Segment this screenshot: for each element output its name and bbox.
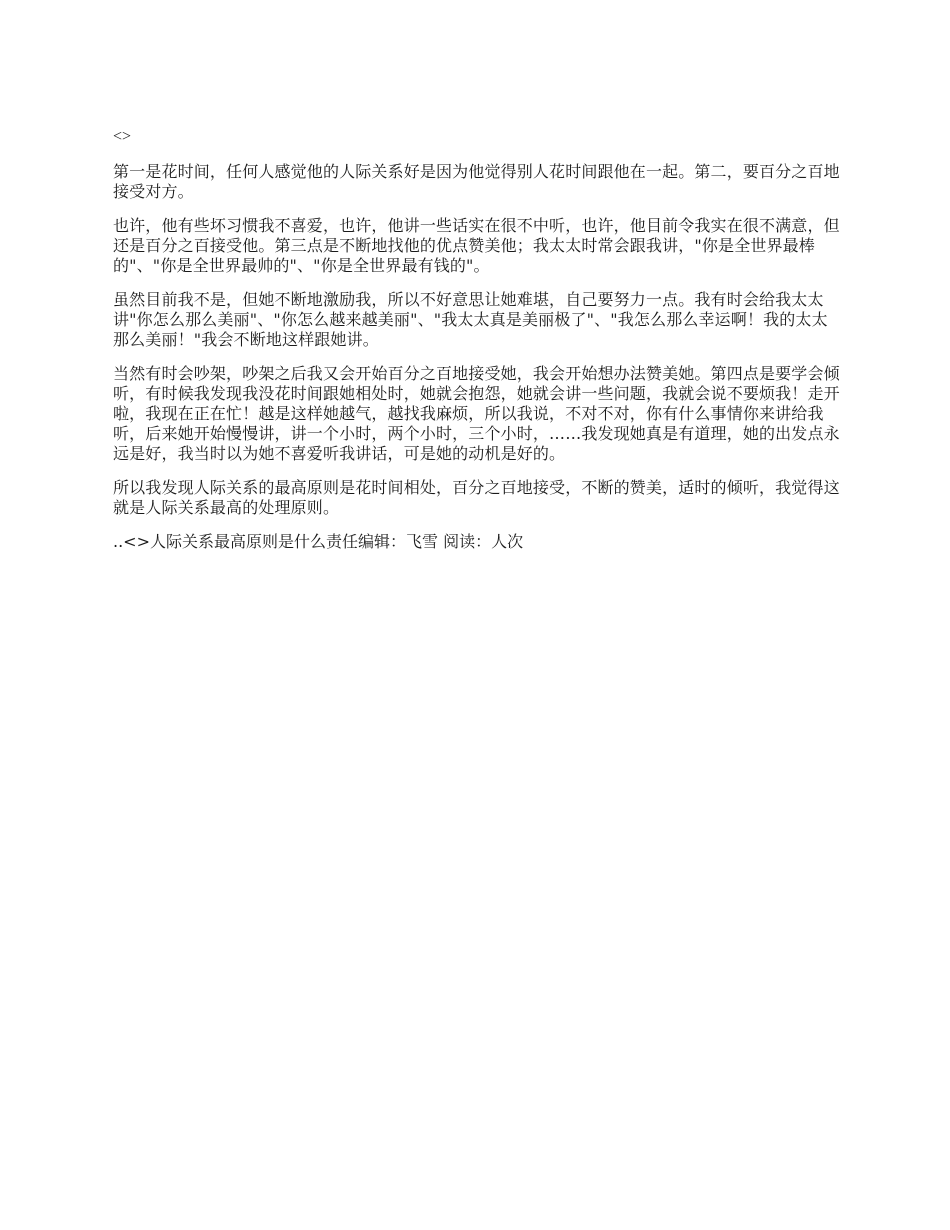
paragraph-5: 所以我发现人际关系的最高原则是花时间相处，百分之百地接受，不断的赞美，适时的倾听，我觉得这就是人际关系最高的处理原则。 xyxy=(113,478,840,517)
footer-line: ..<>人际关系最高原则是什么责任编辑：飞雪 阅读：人次 xyxy=(113,532,524,551)
paragraph-1: 第一是花时间，任何人感觉他的人际关系好是因为他觉得别人花时间跟他在一起。第二，要百分之百地接受对方。 xyxy=(113,162,840,201)
paragraph-4: 当然有时会吵架，吵架之后我又会开始百分之百地接受她，我会开始想办法赞美她。第四点是要学会倾听，有时候我发现我没花时间跟她相处时，她就会抱怨，她就会讲一些问题，我就会说不要烦我！走开啦，我现在正在忙！越是这样她越气，越找我麻烦，所以我说，不对不对，你有什么事情你来讲给我听，后来她开始慢慢讲，讲一个小时，两个小时，三个小时，……我发现她真是有道理，她的出发点永远是好，我当时以为她不喜爱听我讲话，可是她的动机是好的。 xyxy=(113,364,840,463)
top-marker: <> xyxy=(113,128,132,145)
paragraph-2: 也许，他有些坏习惯我不喜爱，也许，他讲一些话实在很不中听，也许，他目前令我实在很不满意，但还是百分之百接受他。第三点是不断地找他的优点赞美他；我太太时常会跟我讲，"你是全世界最棒的"、"你是全世界最帅的"、"你是全世界最有钱的"。 xyxy=(113,216,840,275)
paragraph-3: 虽然目前我不是，但她不断地激励我，所以不好意思让她难堪，自己要努力一点。我有时会给我太太讲"你怎么那么美丽"、"你怎么越来越美丽"、"我太太真是美丽极了"、"我怎么那么幸运啊！我的太太那么美丽！"我会不断地这样跟她讲。 xyxy=(113,290,828,349)
document-body xyxy=(113,126,840,552)
